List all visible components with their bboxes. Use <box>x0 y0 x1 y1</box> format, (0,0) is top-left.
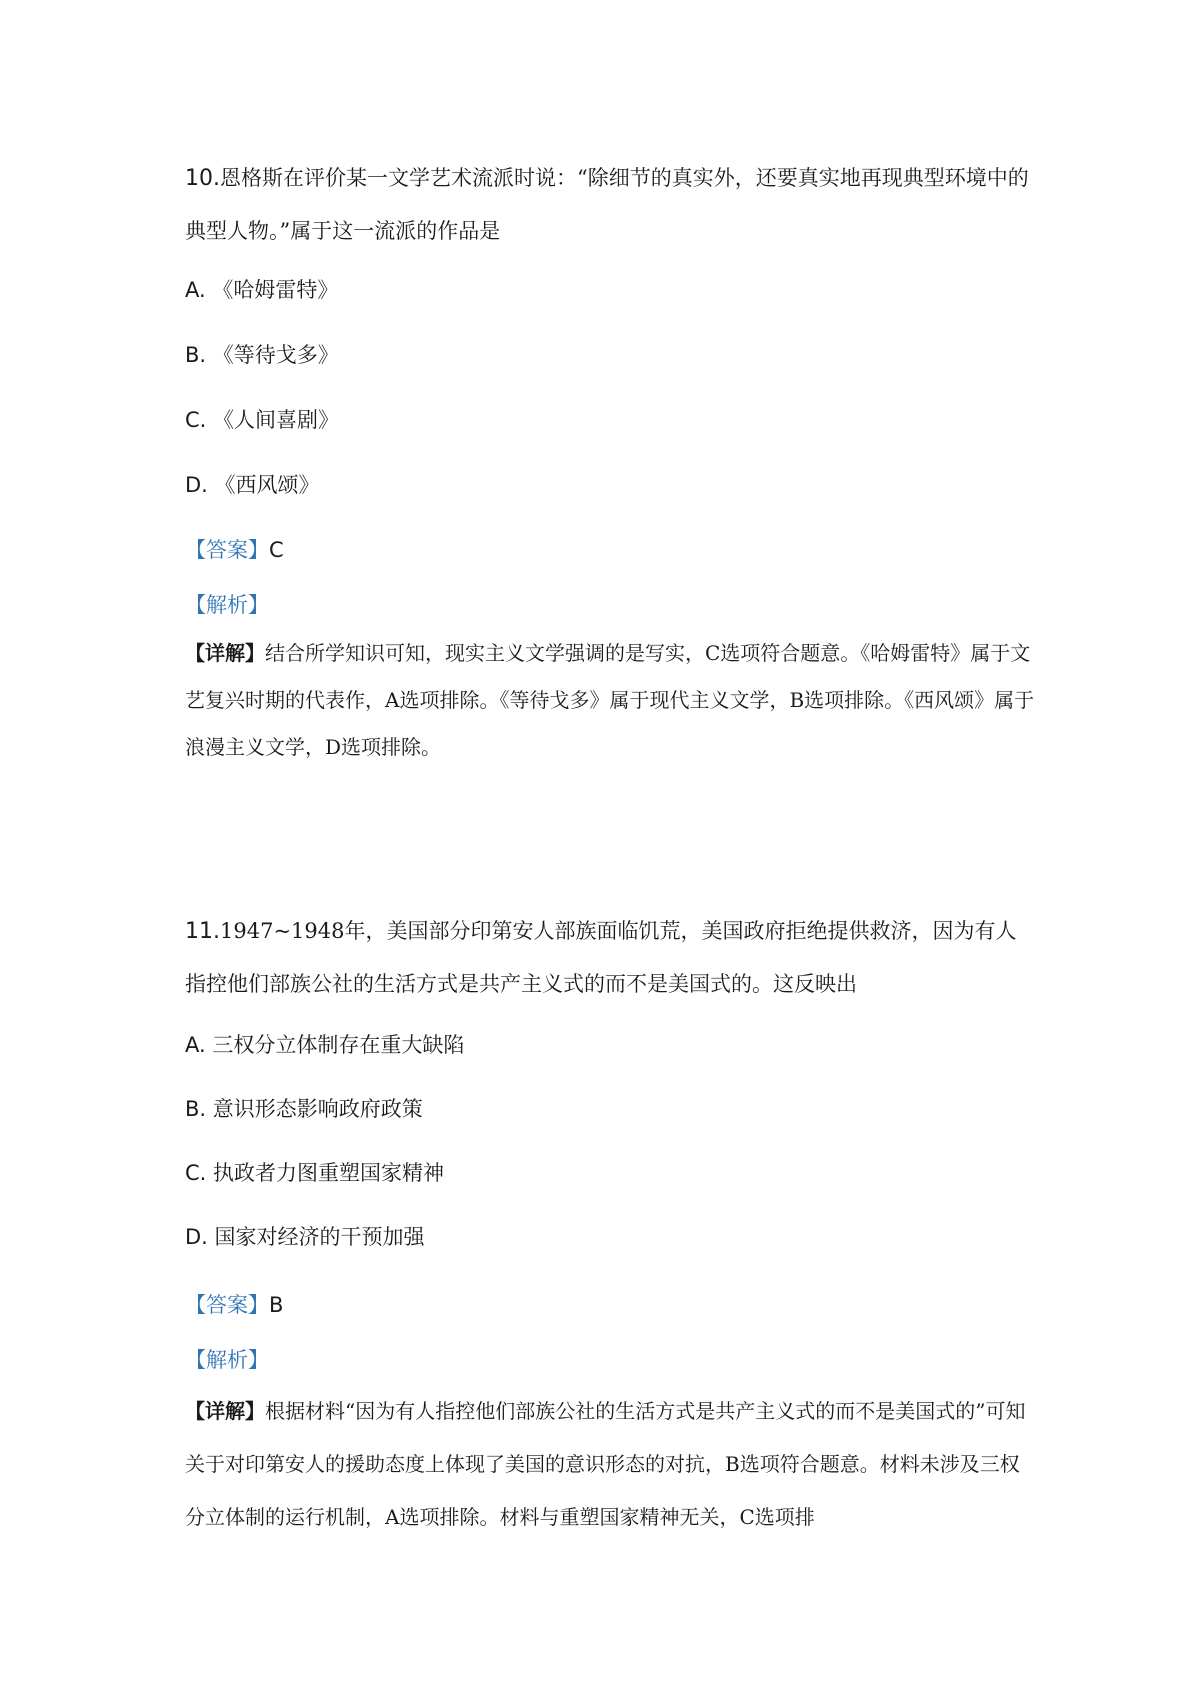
option-text: 《西风颂》 <box>214 473 320 497</box>
option-text: 执政者力图重塑国家精神 <box>213 1161 445 1185</box>
answer-tag: 【答案】 <box>185 1293 269 1317</box>
detail-tag: 【详解】 <box>185 1399 265 1423</box>
question-11-answer <box>185 1290 1035 1320</box>
question-11-detail <box>185 1385 1035 1544</box>
option-letter: D. <box>185 473 208 497</box>
option-text: 《等待戈多》 <box>212 343 339 367</box>
option-text: 三权分立体制存在重大缺陷 <box>212 1033 465 1057</box>
option-letter: A. <box>185 1033 206 1057</box>
question-11-analysis-heading <box>185 1345 1035 1375</box>
detail-paragraph <box>185 630 1035 771</box>
question-10-detail <box>185 630 1035 771</box>
option-text: 国家对经济的干预加强 <box>214 1225 425 1249</box>
answer-value: C <box>269 538 284 562</box>
option-letter: C. <box>185 1161 207 1185</box>
question-10-analysis-heading <box>185 590 1035 620</box>
detail-paragraph <box>185 1385 1035 1544</box>
question-10-number: 10. <box>185 166 220 191</box>
answer-tag: 【答案】 <box>185 538 269 562</box>
question-11-option-d <box>185 1222 1035 1252</box>
question-11-option-c <box>185 1158 1035 1188</box>
question-11-option-a <box>185 1030 1035 1060</box>
option-letter: D. <box>185 1225 208 1249</box>
analysis-tag: 【解析】 <box>185 593 269 617</box>
detail-text: 结合所学知识可知，现实主义文学强调的是写实，C选项符合题意。《哈姆雷特》属于文艺复兴时期的代表作，A选项排除。《等待戈多》属于现代主义文学，B选项排除。《西风颂》属于浪漫主义文学，D选项排除。 <box>185 641 1035 759</box>
question-10 <box>185 152 1035 257</box>
question-11-number: 11. <box>185 919 220 944</box>
question-11-stem <box>185 905 1035 1010</box>
option-letter: A. <box>185 278 206 302</box>
question-10-option-d <box>185 470 1035 500</box>
option-letter: C. <box>185 408 207 432</box>
question-11-option-b <box>185 1094 1035 1124</box>
question-10-option-a <box>185 275 1035 305</box>
detail-text: 根据材料“因为有人指控他们部族公社的生活方式是共产主义式的而不是美国式的”可知关于对印第安人的援助态度上体现了美国的意识形态的对抗，B选项符合题意。材料未涉及三权分立体制的运行机制，A选项排除。材料与重塑国家精神无关，C选项排 <box>185 1399 1026 1529</box>
answer-value: B <box>269 1293 284 1317</box>
option-text: 意识形态影响政府政策 <box>212 1097 423 1121</box>
question-11-stem-text: 1947~1948年，美国部分印第安人部族面临饥荒，美国政府拒绝提供救济，因为有人指控他们部族公社的生活方式是共产主义式的而不是美国式的。这反映出 <box>185 919 1017 996</box>
question-10-stem-text: 恩格斯在评价某一文学艺术流派时说：“除细节的真实外，还要真实地再现典型环境中的典型人物。”属于这一流派的作品是 <box>185 166 1029 243</box>
option-letter: B. <box>185 343 207 367</box>
option-letter: B. <box>185 1097 207 1121</box>
analysis-tag: 【解析】 <box>185 1348 269 1372</box>
question-11 <box>185 905 1035 1010</box>
detail-tag: 【详解】 <box>185 641 265 665</box>
option-text: 《哈姆雷特》 <box>212 278 339 302</box>
question-10-option-c <box>185 405 1035 435</box>
option-text: 《人间喜剧》 <box>213 408 340 432</box>
question-10-answer <box>185 535 1035 565</box>
question-10-stem <box>185 152 1035 257</box>
question-10-option-b <box>185 340 1035 370</box>
